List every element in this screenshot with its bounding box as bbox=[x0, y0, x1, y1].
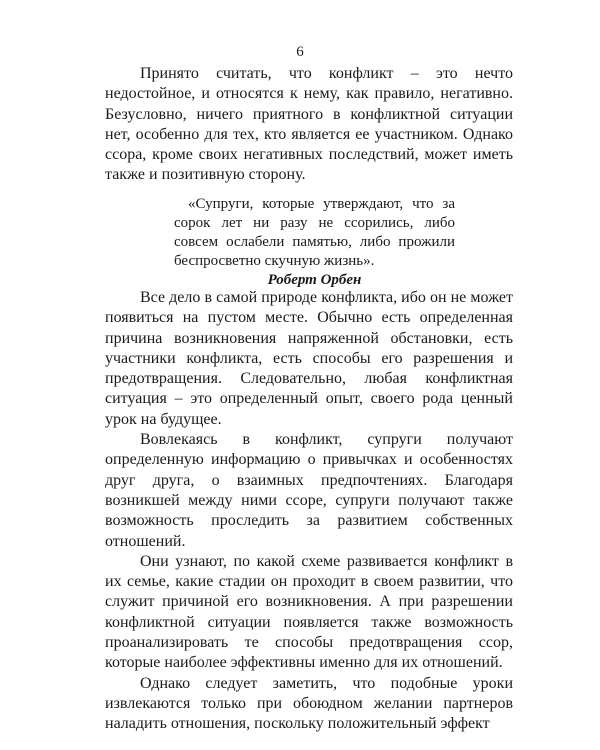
page-number: 6 bbox=[296, 44, 304, 60]
paragraph: Они узнают, по какой схеме развивается конфликт в их семье, какие стадии он проходит в своем развитии, что служит причиной его возникновения. А при разрешении конфликтной ситуации появляется также возможность проанализировать те способы предотвращения ссор, которые наиболее эффективны именно для их отношений. bbox=[105, 552, 513, 672]
epigraph-quote: «Супруги, которые утверждают, что за сорок лет ни разу не ссорились, либо совсем ослабели памятью, либо прожили беспросветно скучную жизнь». bbox=[174, 196, 455, 269]
paragraph: Однако следует заметить, что подобные уроки извлекаются только при обоюдном желании партнеров наладить отношения, поскольку положительный эффект bbox=[105, 674, 513, 733]
paragraph: Принято считать, что конфликт – это нечто недостойное, и относятся к нему, как правило, негативно. Безусловно, ничего приятного в конфликтной ситуации нет, особенно для тех, кто является ее участником. Однако ссора, кроме своих негативных последствий, может иметь также и позитивную сторону. bbox=[105, 65, 513, 184]
intro-text bbox=[105, 64, 513, 186]
paragraph: Все дело в самой природе конфликта, ибо он не может появиться на пустом месте. Обычно есть определенная причина возникновения напряженной обстановки, есть участники конфликта, есть способы его разрешения и предотвращения. Следовательно, любая конфликтная ситуация – это определенный опыт, своего рода ценный урок на будущее. bbox=[105, 289, 513, 428]
epigraph bbox=[174, 195, 455, 290]
epigraph-author: Роберт Орбен bbox=[267, 272, 362, 288]
main-text bbox=[105, 288, 513, 735]
paragraph: Вовлекаясь в конфликт, супруги получают определенную информацию о привычках и особенностях друг друга, о взаимных предпочтениях. Благодаря возникшей между ними ссоре, супруги получают также возможность проследить за развитием собственных отношений. bbox=[105, 431, 513, 550]
